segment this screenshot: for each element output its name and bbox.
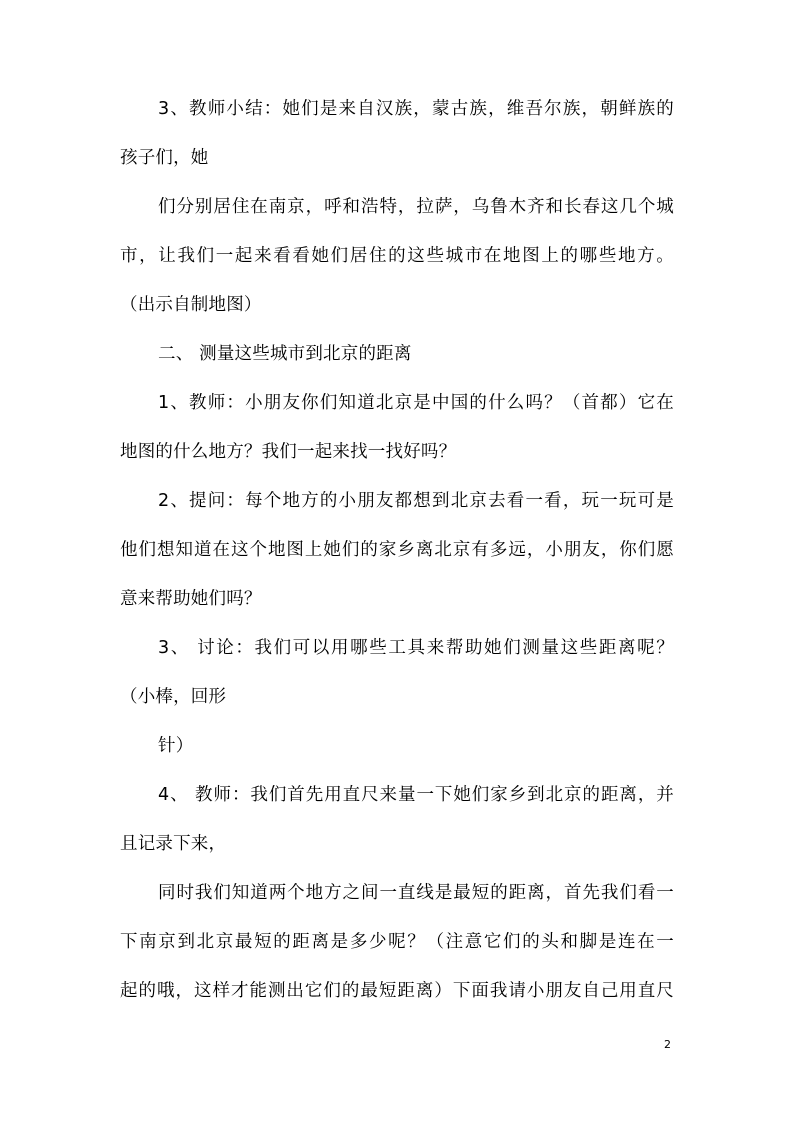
paragraph-line: 下南京到北京最短的距离是多少呢？（注意它们的头和脚是连在一: [120, 932, 674, 952]
paragraph-line: 针）: [158, 736, 194, 756]
paragraph-line: 4、 教师：我们首先用直尺来量一下她们家乡到北京的距离，并: [158, 785, 674, 805]
paragraph-line: 市，让我们一起来看看她们居住的这些城市在地图上的哪些地方。: [120, 246, 674, 266]
paragraph-line: 们分别居住在南京，呼和浩特，拉萨，乌鲁木齐和长春这几个城: [158, 197, 674, 217]
paragraph-line: 起的哦，这样才能测出它们的最短距离）下面我请小朋友自己用直尺: [120, 981, 674, 1001]
paragraph-line: （出示自制地图）: [120, 295, 262, 315]
paragraph-line: 他们想知道在这个地图上她们的家乡离北京有多远，小朋友，你们愿: [120, 540, 674, 560]
paragraph-line: 同时我们知道两个地方之间一直线是最短的距离，首先我们看一: [158, 883, 674, 903]
paragraph-line: 1、教师：小朋友你们知道北京是中国的什么吗？（首都）它在: [158, 393, 674, 413]
paragraph-line: 意来帮助她们吗？: [120, 589, 262, 609]
paragraph-line: 地图的什么地方？我们一起来找一找好吗？: [120, 442, 457, 462]
paragraph-line: 3、 讨论：我们可以用哪些工具来帮助她们测量这些距离呢？: [158, 638, 674, 658]
paragraph-line: 3、教师小结：她们是来自汉族，蒙古族，维吾尔族，朝鲜族的: [158, 99, 674, 119]
page-number: 2: [664, 1038, 671, 1051]
paragraph-line: 2、提问：每个地方的小朋友都想到北京去看一看，玩一玩可是: [158, 491, 674, 511]
paragraph-line: 孩子们，她: [120, 148, 209, 168]
section-heading: 二、 测量这些城市到北京的距离: [158, 344, 412, 364]
paragraph-line: 且记录下来，: [120, 834, 227, 854]
paragraph-line: （小棒，回形: [120, 687, 227, 707]
